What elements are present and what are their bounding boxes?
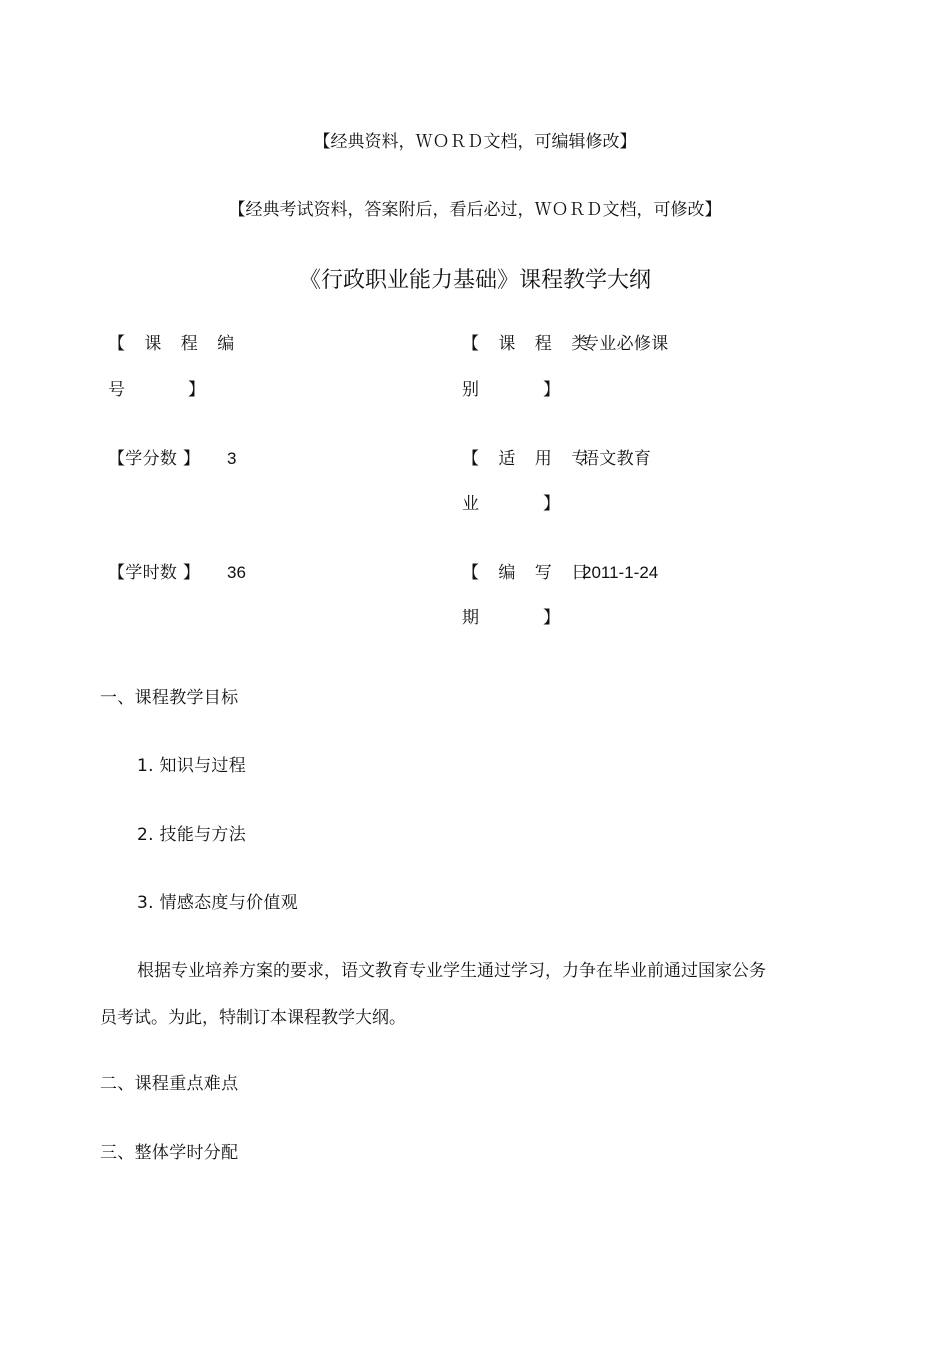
- hours-label: 【学时数 】: [108, 563, 201, 583]
- section-1-heading: 一、课程教学目标: [100, 688, 239, 708]
- major-value: 语文教育: [582, 449, 652, 469]
- section-1-item-1: 1. 知识与过程: [137, 756, 247, 776]
- course-code-label-cont: 号: [108, 380, 126, 400]
- section-1-item-2: 2. 技能与方法: [137, 825, 247, 845]
- course-type-value: 专业必修课: [582, 334, 669, 354]
- course-code-bracket: 】: [188, 380, 206, 400]
- section-3-heading: 三、整体学时分配: [100, 1143, 239, 1163]
- major-label: 【 适 用 专: [462, 449, 596, 469]
- course-type-label-cont: 别: [462, 380, 480, 400]
- credits-label: 【学分数 】: [108, 449, 201, 469]
- section-1-item-3: 3. 情感态度与价值观: [137, 893, 298, 913]
- date-value: 2011-1-24: [582, 563, 659, 582]
- date-label: 【 编 写 日: [462, 563, 596, 583]
- header-line-1: 【经典资料，ＷＯＲＤ文档，可编辑修改】: [313, 132, 637, 152]
- section-1-paragraph-line-2: 员考试。为此，特制订本课程教学大纲。: [100, 1008, 406, 1028]
- hours-value: 36: [227, 563, 246, 582]
- course-type-bracket: 】: [543, 380, 561, 400]
- major-label-cont: 业: [462, 494, 480, 514]
- header-line-2: 【经典考试资料，答案附后，看后必过，ＷＯＲＤ文档，可修改】: [228, 200, 722, 220]
- course-code-label: 【 课 程 编: [108, 334, 242, 354]
- section-1-paragraph-line-1: 根据专业培养方案的要求，语文教育专业学生通过学习，力争在毕业前通过国家公务: [137, 961, 766, 981]
- section-2-heading: 二、课程重点难点: [100, 1074, 239, 1094]
- credits-value: 3: [227, 449, 237, 468]
- date-label-cont: 期: [462, 608, 480, 628]
- major-bracket: 】: [543, 494, 561, 514]
- date-bracket: 】: [543, 608, 561, 628]
- document-title: 《行政职业能力基础》课程教学大纲: [298, 268, 651, 293]
- course-type-label: 【 课 程 类: [462, 334, 596, 354]
